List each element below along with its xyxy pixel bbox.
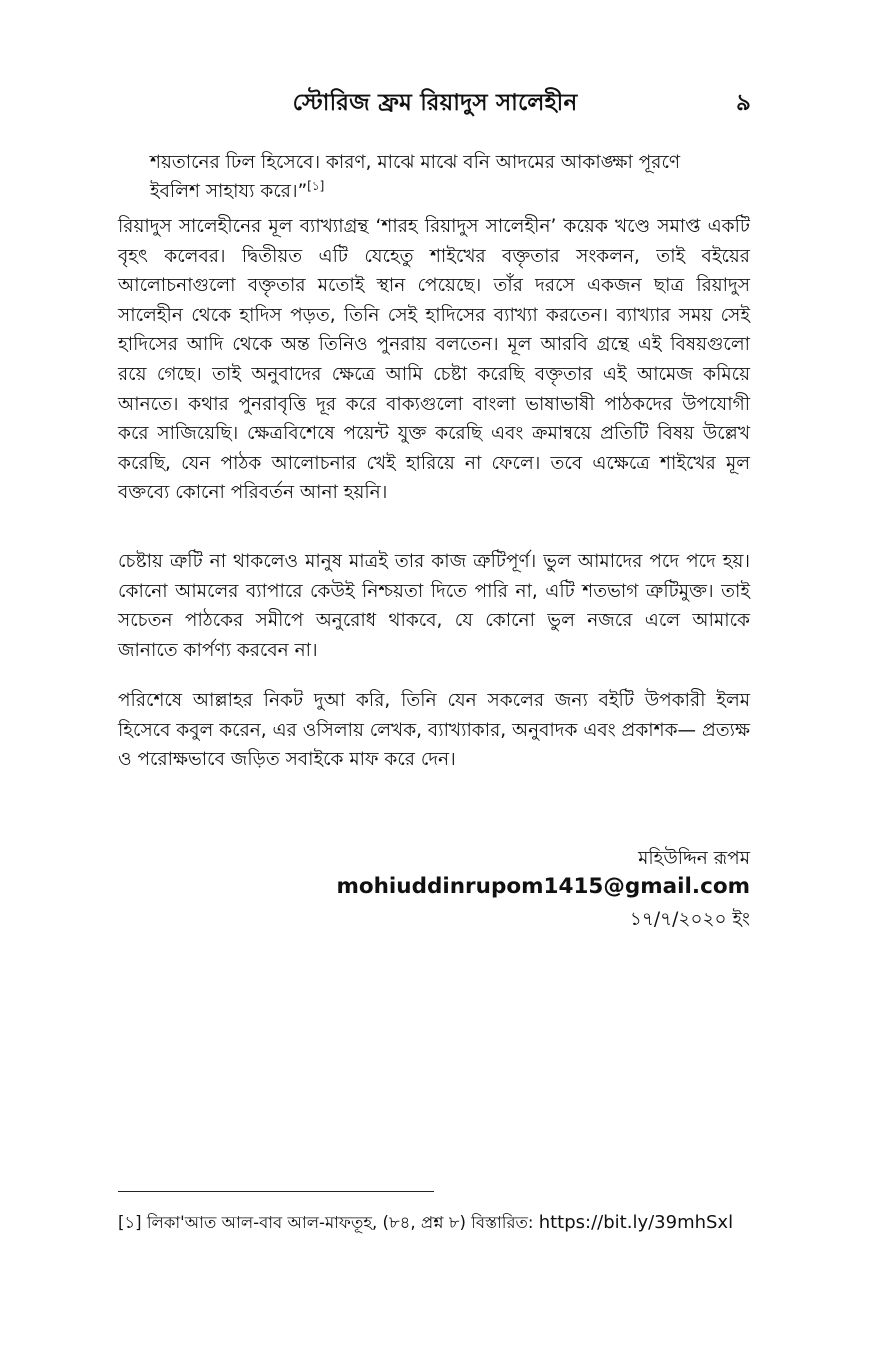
running-header-title: স্টোরিজ ফ্রম রিয়াদুস সালেহীন — [292, 90, 578, 116]
footnote-reference[interactable]: [১] — [307, 178, 325, 193]
block-quote — [150, 148, 735, 206]
footnote-text: [১] লিকা'আত আল-বাব আল-মাফতূহ, (৮৪, প্রশ্ন ৮) বিস্তারিত: — [118, 1213, 539, 1232]
body-paragraph-1: রিয়াদুস সালেহীনের মূল ব্যাখ্যাগ্রন্থ ‘শারহ রিয়াদুস সালেহীন’ কয়েক খণ্ডে সমাপ্ত একটি বৃহৎ কলেবর। দ্বিতীয়ত এটি যেহেতু শাইখের বক্তৃতার সংকলন, তাই বইয়ের আলোচনাগুলো বক্তৃতার মতোই স্থান পেয়েছে। তাঁর দরসে একজন ছাত্র রিয়াদুস সালেহীন থেকে হাদিস পড়ত, তিনি সেই হাদিসের ব্যাখ্যা করতেন। ব্যাখ্যার সময় সেই হাদিসের আদি থেকে অন্ত তিনিও পুনরায় বলতেন। মূল আরবি গ্রন্থে এই বিষয়গুলো রয়ে গেছে। তাই অনুবাদের ক্ষেত্রে আমি চেষ্টা করেছি বক্তৃতার এই আমেজ কমিয়ে আনতে। কথার পুনরাবৃত্তি দূর করে বাক্যগুলো বাংলা ভাষাভাষী পাঠকদের উপযোগী করে সাজিয়েছি। ক্ষেত্রবিশেষে পয়েন্ট যুক্ত করেছি এবং ক্রমান্বয়ে প্রতিটি বিষয় উল্লেখ করেছি, যেন পাঠক আলোচনার খেই হারিয়ে না ফেলে। তবে এক্ষেত্রে শাইখের মূল বক্তব্যে কোনো পরিবর্তন আনা হয়নি। — [118, 216, 750, 504]
body-paragraph-2: চেষ্টায় ত্রুটি না থাকলেও মানুষ মাত্রই তার কাজ ত্রুটিপূর্ণ। ভুল আমাদের পদে পদে হয়। কোনো আমলের ব্যাপারে কেউই নিশ্চয়তা দিতে পারি না, এটি শতভাগ ত্রুটিমুক্ত। তাই সচেতন পাঠকের সমীপে অনুরোধ থাকবে, যে কোনো ভুল নজরে এলে আমাকে জানাতে কার্পণ্য করবেন না। — [118, 551, 750, 661]
signature-date: ১৭/৭/২০২০ ইং — [629, 909, 750, 930]
footnote-divider — [118, 1191, 434, 1192]
body-paragraph-3: পরিশেষে আল্লাহর নিকট দুআ করি, তিনি যেন সকলের জন্য বইটি উপকারী ইলম হিসেবে কবুল করেন, এর ওসিলায় লেখক, ব্যাখ্যাকার, অনুবাদক এবং প্রকাশক— প্রত্যক্ষ ও পরোক্ষভাবে জড়িত সবাইকে মাফ করে দেন। — [118, 690, 750, 771]
footnote-link[interactable]: https://bit.ly/39mhSxl — [538, 1212, 734, 1233]
footnote — [118, 1210, 778, 1237]
signature-email[interactable]: mohiuddinrupom1415@gmail.com — [336, 874, 750, 899]
quote-text: শয়তানের ঢিল হিসেবে। কারণ, মাঝে মাঝে বনি আদমের আকাঙ্ক্ষা পূরণে ইবলিশ সাহায্য করে।” — [150, 152, 681, 202]
signature-name: মহিউদ্দিন রূপম — [638, 848, 750, 869]
page-number: ৯ — [736, 90, 751, 116]
